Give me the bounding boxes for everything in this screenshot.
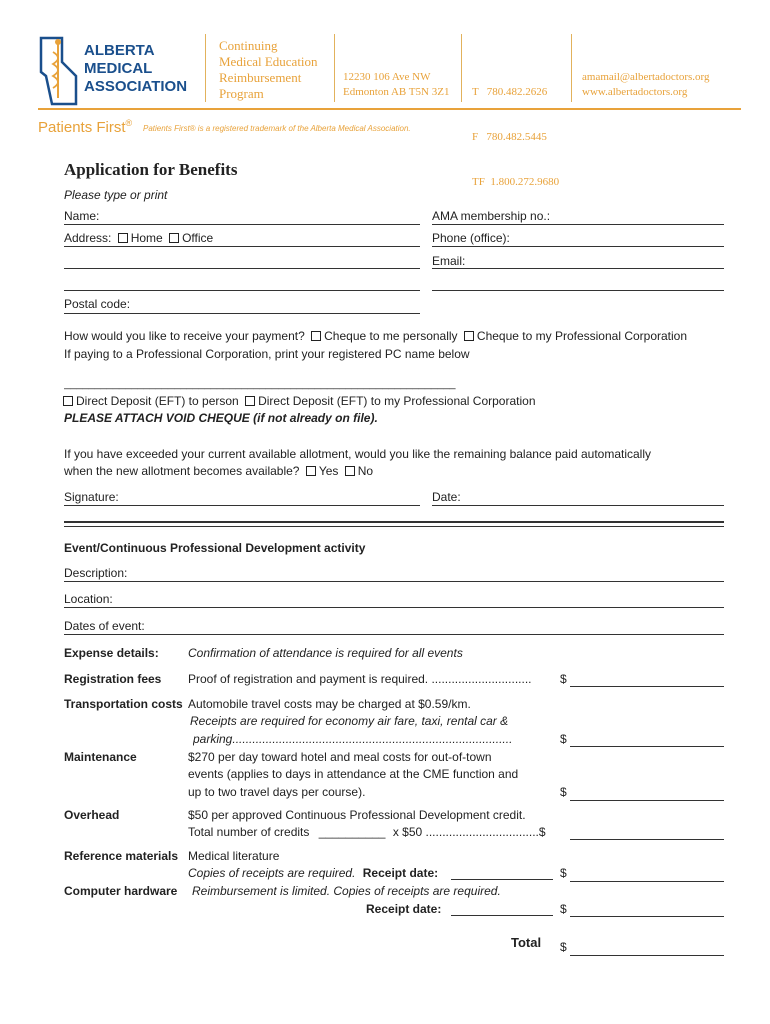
yes-checkbox[interactable] <box>306 466 316 476</box>
section-divider <box>64 521 724 523</box>
cheque-pc-checkbox[interactable] <box>464 331 474 341</box>
org-name-line3: ASSOCIATION <box>84 78 188 95</box>
location-field[interactable] <box>64 607 724 608</box>
org-name-line2: MEDICAL <box>84 60 153 77</box>
total-dollar: $ <box>560 940 567 954</box>
date-field[interactable] <box>432 505 724 506</box>
date-label: Date: <box>432 490 461 504</box>
eft-pc-checkbox[interactable] <box>245 396 255 406</box>
transport-label: Transportation costs <box>64 697 183 711</box>
eft-row: Direct Deposit (EFT) to person Direct Deposit (EFT) to my Professional Corporation <box>60 394 536 408</box>
reference-receipt-date-field[interactable] <box>451 879 553 880</box>
form-subtitle: Please type or print <box>64 188 168 202</box>
maintenance-line2: events (applies to days in attendance at the CME function and <box>188 767 519 781</box>
org-name-line1: ALBERTA <box>84 42 155 59</box>
expense-details-label: Expense details: <box>64 646 159 660</box>
location-label: Location: <box>64 592 113 606</box>
reference-label: Reference materials <box>64 849 179 863</box>
phone-office-field[interactable] <box>432 246 724 247</box>
transport-line1: Automobile travel costs may be charged at $0.59/km. <box>188 697 471 711</box>
patients-first-logo: Patients First® <box>38 118 133 136</box>
ama-logo <box>38 36 188 106</box>
transport-dollar: $ <box>560 732 567 746</box>
allotment-question-line2: when the new allotment becomes available? Yes No <box>64 464 374 478</box>
pc-name-note: If paying to a Professional Corporation, print your registered PC name below <box>64 347 470 361</box>
credits-field[interactable]: __________ <box>318 825 386 839</box>
allotment-question-line1: If you have exceeded your current available allotment, would you like the remaining balance paid automatically <box>64 447 652 461</box>
pc-name-field[interactable]: ________________________________________________________________ <box>64 378 456 390</box>
reference-dollar: $ <box>560 866 567 880</box>
email-field-2[interactable] <box>432 290 724 291</box>
website-link[interactable]: www.albertadoctors.org <box>582 86 688 98</box>
email-link[interactable]: amamail@albertadoctors.org <box>582 71 710 83</box>
email-field[interactable] <box>432 268 724 269</box>
membership-label: AMA membership no.: <box>432 209 551 223</box>
transport-line3: parking.................................................................................... <box>193 732 513 746</box>
reference-line1: Medical literature <box>188 849 280 863</box>
mailing-address: 12230 106 Ave NW Edmonton AB T5N 3Z1 <box>343 71 450 98</box>
dates-label: Dates of event: <box>64 619 145 633</box>
email-label: Email: <box>432 254 466 268</box>
reference-amount-field[interactable] <box>570 881 724 882</box>
maintenance-line1: $270 per day toward hotel and meal costs for out-of-town <box>188 750 492 764</box>
registration-label: Registration fees <box>64 672 162 686</box>
signature-field[interactable] <box>64 505 420 506</box>
hardware-receipt-date-field[interactable] <box>451 915 553 916</box>
cheque-personal-checkbox[interactable] <box>311 331 321 341</box>
registration-dollar: $ <box>560 672 567 686</box>
program-name: Continuing Medical Education Reimbursement Program <box>219 38 318 101</box>
activity-heading: Event/Continuous Professional Development activity <box>64 541 366 555</box>
name-field[interactable] <box>64 224 420 225</box>
hardware-label: Computer hardware <box>64 884 178 898</box>
hardware-dollar: $ <box>560 902 567 916</box>
total-amount-field[interactable] <box>570 955 724 956</box>
maintenance-amount-field[interactable] <box>570 800 724 801</box>
office-checkbox[interactable] <box>169 233 179 243</box>
page-title: Application for Benefits <box>64 160 238 179</box>
maintenance-label: Maintenance <box>64 750 137 764</box>
description-field[interactable] <box>64 581 724 582</box>
transport-line2: Receipts are required for economy air fare, taxi, rental car & <box>190 714 509 728</box>
overhead-line2: Total number of credits __________ x $50 ..................................$ <box>188 825 546 839</box>
registration-text: Proof of registration and payment is required. .............................. <box>188 672 532 686</box>
hardware-receipt-date-label: Receipt date: <box>366 902 442 916</box>
total-label: Total <box>511 935 542 950</box>
void-cheque-note: PLEASE ATTACH VOID CHEQUE (if not already on file). <box>64 411 378 425</box>
home-checkbox[interactable] <box>118 233 128 243</box>
no-checkbox[interactable] <box>345 466 355 476</box>
postal-field[interactable] <box>64 313 420 314</box>
eft-person-checkbox[interactable] <box>63 396 73 406</box>
address-field-2[interactable] <box>64 268 420 269</box>
address-row: Address: Home Office <box>64 231 214 245</box>
hardware-amount-field[interactable] <box>570 916 724 917</box>
overhead-line1: $50 per approved Continuous Professional Development credit. <box>188 808 526 822</box>
address-field-1[interactable] <box>64 246 420 247</box>
trademark-note: Patients First® is a registered trademark of the Alberta Medical Association. <box>143 124 411 133</box>
phone-numbers: T 780.482.2626 F 780.482.5445 TF 1.800.272.9680 <box>472 86 560 188</box>
contact-web <box>582 70 710 100</box>
signature-label: Signature: <box>64 490 119 504</box>
postal-label: Postal code: <box>64 297 131 311</box>
section-divider-2 <box>64 526 724 527</box>
phone-office-label: Phone (office): <box>432 231 510 245</box>
overhead-amount-field[interactable] <box>570 839 724 840</box>
confirmation-note: Confirmation of attendance is required for all events <box>188 646 463 660</box>
name-label: Name: <box>64 209 100 223</box>
reference-line2: Copies of receipts are required. Receipt date: <box>188 866 439 880</box>
payment-question-row: How would you like to receive your payment? Cheque to me personally Cheque to my Professional Corporation <box>64 329 688 343</box>
description-label: Description: <box>64 566 128 580</box>
address-field-3[interactable] <box>64 290 420 291</box>
overhead-label: Overhead <box>64 808 120 822</box>
dates-field[interactable] <box>64 634 724 635</box>
alberta-map-icon <box>38 36 80 106</box>
hardware-line1: Reimbursement is limited. Copies of receipts are required. <box>192 884 501 898</box>
transport-amount-field[interactable] <box>570 746 724 747</box>
membership-field[interactable] <box>432 224 724 225</box>
maintenance-line3: up to two travel days per course). <box>188 785 366 799</box>
maintenance-dollar: $ <box>560 785 567 799</box>
registration-amount-field[interactable] <box>570 686 724 687</box>
